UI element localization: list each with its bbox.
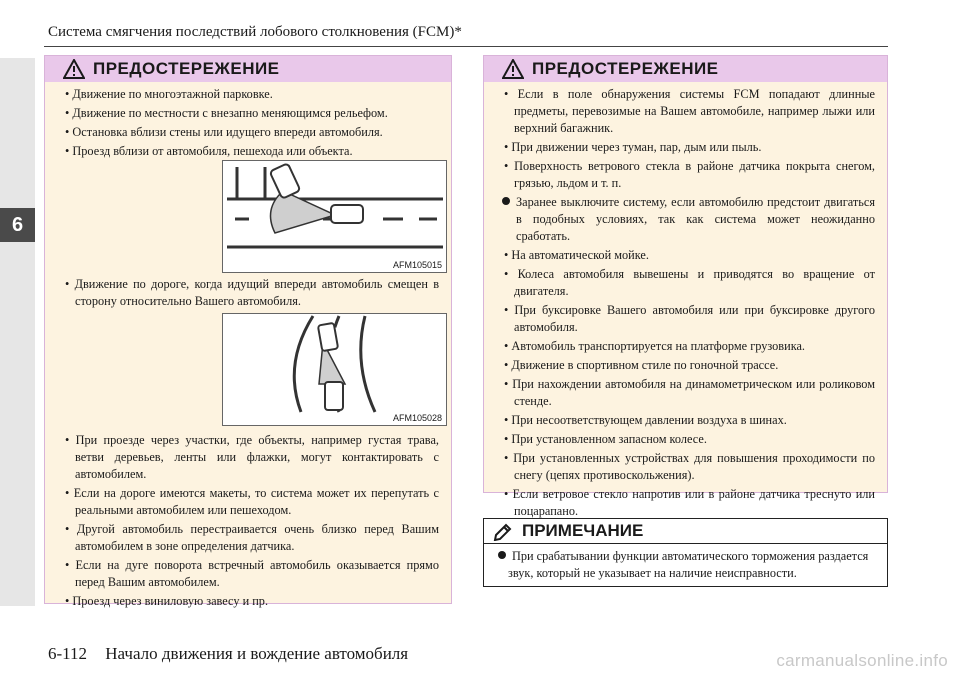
list-item: • Автомобиль транспортируется на платформе грузовика. (504, 339, 806, 353)
list-item: • При установленном запасном колесе. (504, 432, 707, 446)
footer-section-title: Начало движения и вождение автомобиля (105, 644, 409, 663)
note-box (483, 518, 888, 587)
figure-caption: AFM105028 (392, 413, 442, 423)
list-item: • Проезд через виниловую завесу и пр. (65, 594, 269, 608)
chapter-number-tab: 6 (0, 208, 35, 242)
figure-caption: AFM105015 (392, 260, 442, 270)
list-item: • Движение в спортивном стиле по гоночной трассе. (504, 358, 779, 372)
header-rule (44, 46, 888, 47)
list-item: • При проезде через участки, где объекты, например густая трава, ветви деревьев, ленты или флажки, могут контактировать с автомобилем. (65, 433, 439, 481)
note-header (484, 519, 887, 544)
list-item: • При нахождении автомобиля на динамометрическом или роликовом стенде. (504, 377, 875, 408)
list-item: • Если ветровое стекло напротив или в районе датчика треснуто или поцарапано. (504, 487, 875, 518)
list-item: • Движение по местности с внезапно меняющимся рельефом. (65, 106, 388, 120)
left-item-middle (45, 272, 451, 312)
vehicle-sensor-diagram-2 (223, 314, 446, 414)
note-text (484, 544, 887, 582)
watermark: carmanualsonline.info (776, 651, 948, 670)
list-item: • Колеса автомобиля вывешены и приводятся во вращение от двигателя. (504, 267, 875, 298)
list-item: • Остановка вблизи стены или идущего впереди автомобиля. (65, 125, 383, 139)
list-item: • При установленных устройствах для повышения проходимости по снегу (цепях противоскольжения). (504, 451, 875, 482)
list-item: • Проезд вблизи от автомобиля, пешехода или объекта. (65, 144, 353, 158)
list-item: • При несоответствующем давлении воздуха в шинах. (504, 413, 787, 427)
right-items (484, 82, 887, 520)
right-warning-header (484, 56, 887, 82)
note-title: ПРИМЕЧАНИЕ (522, 521, 644, 540)
list-item: • На автоматической мойке. (504, 248, 649, 262)
chapter-side-tab (0, 58, 35, 606)
figure-vehicle-offset-lane (222, 160, 447, 273)
list-item: • Другой автомобиль перестраивается очень близко перед Вашим автомобилем в зоне определения датчика. (65, 522, 439, 553)
vehicle-sensor-diagram-1 (223, 161, 446, 261)
right-warning-box (483, 55, 888, 518)
list-item: • Движение по многоэтажной парковке. (65, 87, 273, 101)
list-item: • Если на дуге поворота встречный автомобиль оказывается прямо перед Вашим автомобилем. (65, 558, 439, 589)
left-warning-header (45, 56, 451, 82)
bullet-dot-icon (502, 197, 510, 205)
list-item: • При движении через туман, пар, дым или пыль. (504, 140, 762, 154)
note-body: При срабатывании функции автоматического торможения раздается звук, который не указывает на наличие неисправности. (508, 549, 869, 580)
list-item: • При буксировке Вашего автомобиля или при буксировке другого автомобиля. (504, 303, 875, 334)
note-pencil-icon (492, 521, 514, 541)
left-items-top (45, 82, 451, 160)
running-header-title: Система смягчения последствий лобового столкновения (FCM)* (48, 24, 462, 40)
warning-triangle-icon (63, 59, 85, 79)
page-footer (48, 644, 408, 664)
left-items-bottom (45, 428, 451, 612)
major-item-text: Заранее выключите систему, если автомобилю предстоит двигаться в подобных условиях, так как система может неожиданно сработать. (516, 195, 875, 243)
figure-vehicle-curve (222, 313, 447, 426)
list-item-major (504, 194, 875, 245)
right-warning-title: ПРЕДОСТЕРЕЖЕНИЕ (532, 59, 719, 78)
warning-triangle-icon (502, 59, 524, 79)
page-number: 6-112 (48, 644, 88, 663)
list-item: • Движение по дороге, когда идущий впереди автомобиль смещен в сторону относительно Вашего автомобиля. (65, 277, 439, 308)
left-warning-title: ПРЕДОСТЕРЕЖЕНИЕ (93, 59, 280, 78)
list-item: • Если на дороге имеются макеты, то система может их перепутать с реальными автомобилем или пешеходом. (65, 486, 439, 517)
list-item: • Поверхность ветрового стекла в районе датчика покрыта снегом, грязью, льдом и т. п. (504, 159, 875, 190)
bullet-dot-icon (498, 551, 506, 559)
list-item: • Если в поле обнаружения системы FCM попадают длинные предметы, перевозимые на Вашем автомобиле, например лыжи или верхний багажник. (504, 87, 875, 135)
